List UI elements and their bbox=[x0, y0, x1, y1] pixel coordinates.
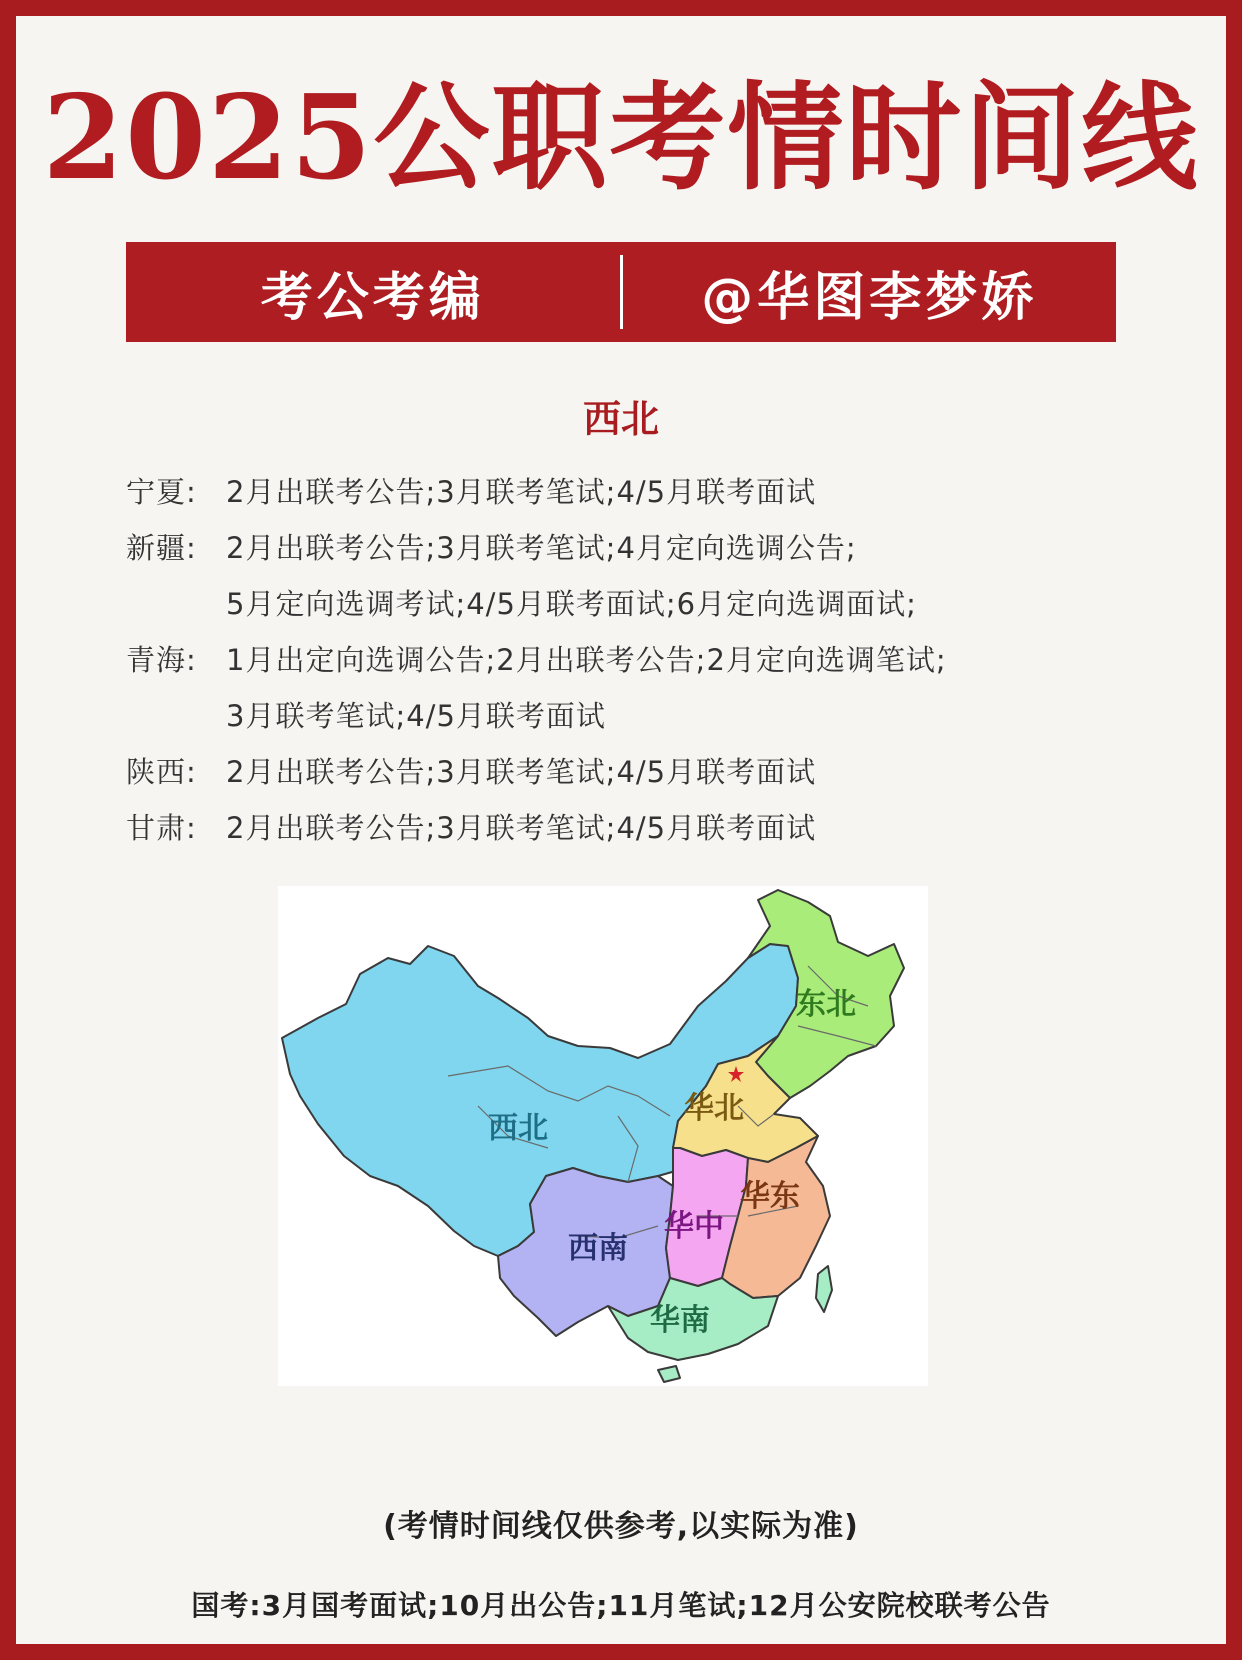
header-banner bbox=[126, 242, 1116, 342]
map-island-hainan bbox=[658, 1366, 680, 1382]
map-label-north: 华北 bbox=[684, 1091, 744, 1126]
schedule-line: 2月出联考公告;3月联考笔试;4月定向选调公告; bbox=[226, 531, 857, 565]
page-title: 2025公职考情时间线 bbox=[42, 70, 1200, 206]
page-frame bbox=[16, 16, 1226, 1644]
map-label-southwest: 西南 bbox=[568, 1231, 628, 1266]
province-label: 宁夏: bbox=[126, 475, 197, 509]
province-label: 甘肃: bbox=[126, 811, 197, 845]
disclaimer-note: (考情时间线仅供参考,以实际为准) bbox=[383, 1509, 859, 1544]
banner-tagline: 考公考编 bbox=[260, 267, 485, 328]
schedule-row bbox=[126, 520, 1126, 632]
map-island-taiwan bbox=[816, 1266, 832, 1312]
schedule-line: 2月出联考公告;3月联考笔试;4/5月联考面试 bbox=[226, 811, 817, 845]
province-label: 青海: bbox=[126, 643, 197, 677]
map-svg bbox=[278, 886, 928, 1386]
map-label-central: 华中 bbox=[664, 1209, 724, 1244]
map-label-east: 华东 bbox=[740, 1179, 800, 1214]
banner-author: @华图李梦娇 bbox=[701, 267, 1038, 328]
schedule-row bbox=[126, 800, 1126, 856]
schedule-row bbox=[126, 744, 1126, 800]
map-label-northwest: 西北 bbox=[488, 1111, 548, 1146]
schedule-line: 3月联考笔试;4/5月联考面试 bbox=[226, 699, 606, 733]
schedule-line: 2月出联考公告;3月联考笔试;4/5月联考面试 bbox=[226, 475, 817, 509]
schedule-line: 2月出联考公告;3月联考笔试;4/5月联考面试 bbox=[226, 755, 817, 789]
province-label: 新疆: bbox=[126, 531, 197, 565]
schedule-list bbox=[126, 464, 1126, 856]
china-region-map bbox=[278, 886, 928, 1386]
footer-national-exam: 国考:3月国考面试;10月出公告;11月笔试;12月公安院校联考公告 bbox=[191, 1589, 1051, 1622]
map-label-northeast: 东北 bbox=[796, 987, 856, 1022]
map-label-south: 华南 bbox=[650, 1303, 710, 1338]
schedule-line: 5月定向选调考试;4/5月联考面试;6月定向选调面试; bbox=[226, 587, 917, 621]
province-label: 陕西: bbox=[126, 755, 197, 789]
schedule-line: 1月出定向选调公告;2月出联考公告;2月定向选调笔试; bbox=[226, 643, 947, 677]
region-title: 西北 bbox=[582, 397, 659, 441]
schedule-row bbox=[126, 632, 1126, 744]
schedule-row bbox=[126, 464, 1126, 520]
